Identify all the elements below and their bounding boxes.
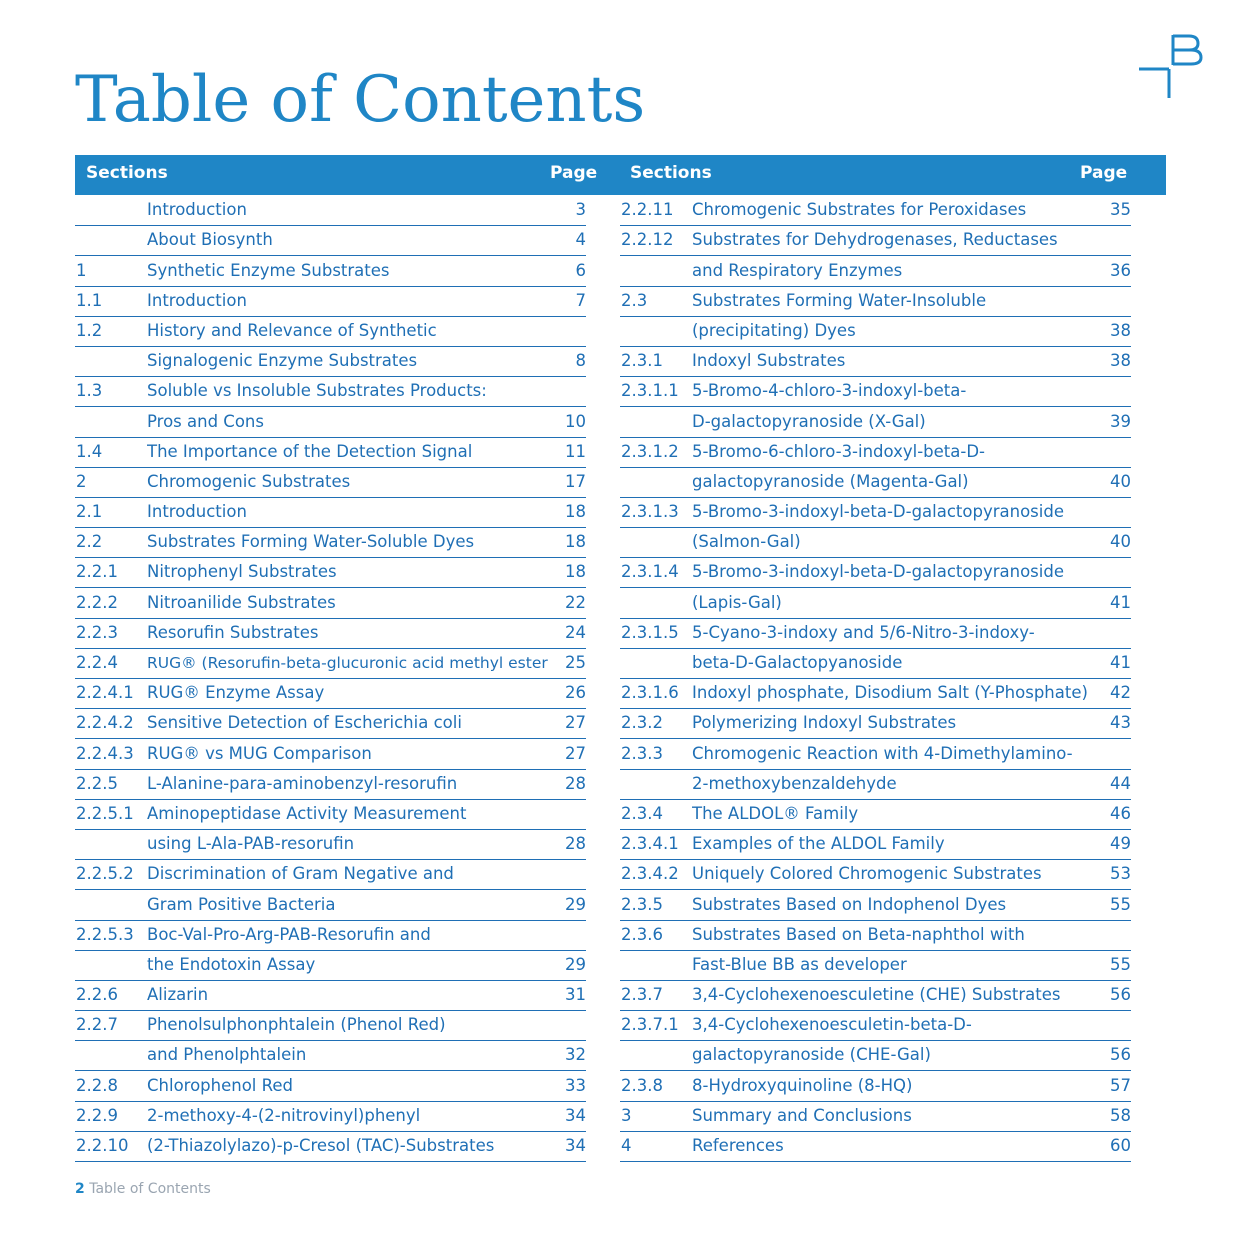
toc-entry-title: Introduction [147, 502, 247, 522]
toc-entry-link[interactable] [75, 708, 586, 739]
toc-entry-title: Introduction [147, 290, 247, 310]
toc-section-number: 2.2.10 [76, 1136, 129, 1155]
toc-entry-link[interactable] [75, 316, 586, 347]
toc-section-number: 2.3.1.1 [621, 381, 679, 401]
toc-row [620, 951, 1131, 981]
toc-entry-link[interactable] [75, 1131, 586, 1162]
toc-row [75, 649, 586, 679]
toc-entry-link[interactable] [75, 557, 586, 588]
toc-section-number: 2.3.1.3 [621, 502, 679, 522]
toc-entry-link[interactable] [620, 890, 1131, 921]
toc-section-number: 2.3.5 [621, 894, 663, 914]
sections-header-left: Sections [86, 163, 168, 183]
toc-page-number: 3 [575, 200, 586, 220]
toc-section-number: 2.3.1.4 [621, 562, 679, 582]
toc-page-number: 28 [565, 834, 586, 854]
toc-page-number: 4 [575, 230, 586, 250]
toc-page-number: 22 [565, 592, 586, 612]
toc-page-number: 18 [565, 562, 586, 582]
toc-entry-link[interactable] [75, 407, 586, 438]
toc-entry-link[interactable] [620, 678, 1131, 709]
toc-entry-title: 8-Hydroxyquinoline (8-HQ) [692, 1075, 913, 1095]
toc-section-number: 1.1 [76, 290, 103, 310]
toc-entry-link[interactable] [620, 256, 1131, 287]
toc-page-number: 57 [1110, 1075, 1131, 1095]
toc-row [620, 226, 1131, 256]
toc-page-number: 31 [565, 985, 586, 1005]
toc-section-number: 2.3.6 [621, 924, 663, 944]
toc-page-number: 26 [565, 683, 586, 703]
toc-row [75, 287, 586, 317]
toc-row [75, 317, 586, 347]
toc-entry-title: Substrates Based on Beta-naphthol with [692, 924, 1025, 944]
toc-entry-title: Nitrophenyl Substrates [147, 562, 337, 582]
toc-entry-link[interactable] [620, 286, 1131, 317]
toc-entry-link[interactable] [620, 225, 1131, 256]
toc-entry-title: and Phenolphtalein [147, 1045, 307, 1065]
toc-entry-link[interactable] [620, 1131, 1131, 1162]
toc-entry-link[interactable] [75, 195, 586, 226]
toc-entry-title: galactopyranoside (CHE-Gal) [692, 1045, 931, 1065]
toc-row [620, 709, 1131, 739]
toc-entry-link[interactable] [75, 739, 586, 770]
toc-entry-title: Nitroanilide Substrates [147, 592, 336, 612]
toc-entry-link[interactable] [75, 618, 586, 649]
toc-row [75, 739, 586, 769]
toc-entry-title: 5-Bromo-3-indoxyl-beta-D-galactopyranoside [692, 562, 1064, 582]
toc-entry-link[interactable] [620, 950, 1131, 981]
toc-entry-link[interactable] [75, 256, 586, 287]
toc-row [620, 1011, 1131, 1041]
toc-entry-link[interactable] [620, 588, 1131, 619]
toc-entry-title: Chromogenic Substrates [147, 471, 351, 491]
toc-row [620, 468, 1131, 498]
toc-entry-title: Resorufin Substrates [147, 622, 319, 642]
toc-section-number: 2.3.4.2 [621, 864, 679, 884]
toc-entry-title: Phenolsulphonphtalein (Phenol Red) [147, 1015, 446, 1035]
toc-entry-link[interactable] [620, 799, 1131, 830]
toc-entry-title: Chlorophenol Red [147, 1075, 293, 1095]
toc-page-number: 8 [575, 351, 586, 371]
toc-entry-link[interactable] [75, 769, 586, 800]
toc-row [75, 890, 586, 920]
toc-entry-title: 2-methoxy-4-(2-nitrovinyl)phenyl [147, 1105, 421, 1125]
toc-row [75, 498, 586, 528]
toc-row [75, 196, 586, 226]
toc-row [75, 981, 586, 1011]
toc-entry-title: 3,4-Cyclohexenoesculetin-beta-D- [692, 1015, 972, 1035]
toc-entry-title: (2-Thiazolylazo)-p-Cresol (TAC)-Substrates [147, 1136, 495, 1155]
toc-section-number: 2.3.1.6 [621, 683, 679, 703]
toc-entry-title: Chromogenic Reaction with 4-Dimethylamino- [692, 743, 1073, 763]
toc-row [620, 558, 1131, 588]
toc-entry-link[interactable] [620, 1071, 1131, 1102]
toc-page-number: 18 [565, 502, 586, 522]
toc-entry-link[interactable] [620, 708, 1131, 739]
toc-section-number: 3 [621, 1105, 632, 1125]
toc-row [75, 407, 586, 437]
toc-entry-title: (Salmon-Gal) [692, 532, 801, 552]
toc-row [75, 1132, 586, 1162]
toc-page-number: 18 [565, 532, 586, 552]
toc-entry-link[interactable] [75, 1010, 586, 1041]
toc-entry-title: Examples of the ALDOL Family [692, 834, 945, 854]
toc-entry-title: Aminopeptidase Activity Measurement [147, 803, 467, 823]
toc-row [75, 468, 586, 498]
toc-page-number: 27 [565, 713, 586, 733]
toc-page-number: 43 [1110, 713, 1131, 733]
toc-section-number: 2.2.5.2 [76, 864, 134, 884]
toc-page-number: 29 [565, 894, 586, 914]
toc-entry-title: Uniquely Colored Chromogenic Substrates [692, 864, 1042, 884]
biosynth-logo-icon [1136, 32, 1206, 102]
toc-entry-title: Soluble vs Insoluble Substrates Products: [147, 381, 487, 401]
toc-section-number: 2 [76, 471, 87, 491]
toc-entry-title: Introduction [147, 200, 247, 220]
toc-entry-title: History and Relevance of Synthetic [147, 320, 437, 340]
toc-page-number: 55 [1110, 894, 1131, 914]
toc-row [75, 921, 586, 951]
toc-entry-title: 5-Bromo-3-indoxyl-beta-D-galactopyranoside [692, 502, 1064, 522]
toc-entry-link[interactable] [75, 859, 586, 890]
toc-entry-title: Substrates for Dehydrogenases, Reductases [692, 230, 1058, 250]
toc-entry-link[interactable] [620, 316, 1131, 347]
toc-page-number: 40 [1110, 471, 1131, 491]
toc-page-number: 17 [565, 471, 586, 491]
toc-entry-title: Chromogenic Substrates for Peroxidases [692, 200, 1027, 220]
toc-section-number: 1.4 [76, 441, 103, 461]
toc-entry-title: RUG® vs MUG Comparison [147, 743, 372, 763]
toc-page-number: 44 [1110, 773, 1131, 793]
toc-page-number: 38 [1110, 351, 1131, 371]
toc-row [620, 1071, 1131, 1101]
toc-section-number: 2.2.4.3 [76, 743, 134, 763]
toc-page-number: 53 [1110, 864, 1131, 884]
toc-row [620, 649, 1131, 679]
toc-page-number: 56 [1110, 1045, 1131, 1065]
toc-entry-link[interactable] [75, 467, 586, 498]
toc-row [620, 770, 1131, 800]
toc-section-number: 2.2.11 [621, 200, 674, 220]
toc-row [75, 1011, 586, 1041]
toc-entry-link[interactable] [75, 678, 586, 709]
toc-entry-title: Pros and Cons [147, 411, 264, 431]
toc-entry-link[interactable] [75, 980, 586, 1011]
toc-page-number: 56 [1110, 985, 1131, 1005]
page-header-left: Page [550, 163, 598, 183]
toc-entry-link[interactable] [620, 829, 1131, 860]
toc-row [620, 1102, 1131, 1132]
toc-entry-title: 5-Cyano-3-indoxy and 5/6-Nitro-3-indoxy- [692, 622, 1035, 642]
toc-entry-link[interactable] [75, 527, 586, 558]
toc-row [75, 679, 586, 709]
toc-row [75, 528, 586, 558]
toc-entry-title: Substrates Forming Water-Insoluble [692, 290, 987, 310]
page-footer [75, 1181, 211, 1197]
toc-entry-title: Summary and Conclusions [692, 1105, 912, 1125]
toc-entry-link[interactable] [75, 437, 586, 468]
toc-page-number: 38 [1110, 320, 1131, 340]
toc-entry-link[interactable] [75, 588, 586, 619]
toc-section-number: 2.1 [76, 502, 103, 522]
page-header-right: Page [1080, 163, 1128, 183]
toc-row [620, 498, 1131, 528]
toc-header-bar [75, 155, 1166, 195]
toc-row [75, 377, 586, 407]
toc-entry-link[interactable] [620, 497, 1131, 528]
toc-entry-title: About Biosynth [147, 230, 273, 250]
toc-section-number: 2.3.1.2 [621, 441, 679, 461]
toc-entry-link[interactable] [620, 769, 1131, 800]
toc-row [75, 709, 586, 739]
toc-entry-title: References [692, 1136, 784, 1155]
toc-entry-link[interactable] [620, 980, 1131, 1011]
toc-section-number: 2.2.9 [76, 1105, 118, 1125]
toc-entry-title: Fast-Blue BB as developer [692, 954, 907, 974]
toc-section-number: 2.3 [621, 290, 648, 310]
toc-page-number: 39 [1110, 411, 1131, 431]
toc-page-number: 46 [1110, 803, 1131, 823]
toc-entry-title: 5-Bromo-6-chloro-3-indoxyl-beta-D- [692, 441, 986, 461]
toc-entry-link[interactable] [75, 920, 586, 951]
toc-entry-title: beta-D-Galactopyanoside [692, 653, 903, 672]
toc-entry-link[interactable] [75, 346, 586, 377]
toc-entry-link[interactable] [75, 497, 586, 528]
toc-row [620, 890, 1131, 920]
toc-section-number: 2.2.6 [76, 985, 118, 1005]
toc-section-number: 2.2.2 [76, 592, 118, 612]
toc-section-number: 2.2.4 [76, 653, 118, 672]
toc-page-number: 34 [565, 1136, 586, 1155]
toc-entry-link[interactable] [75, 890, 586, 921]
toc-page-number: 32 [565, 1045, 586, 1065]
toc-entry-link[interactable] [620, 407, 1131, 438]
toc-section-number: 2.2.7 [76, 1015, 118, 1035]
toc-row [620, 739, 1131, 769]
toc-entry-link[interactable] [620, 1101, 1131, 1132]
toc-section-number: 2.2.4.1 [76, 683, 134, 703]
toc-entry-title: The Importance of the Detection Signal [147, 441, 473, 461]
toc-entry-title: (Lapis-Gal) [692, 592, 782, 612]
toc-page-number: 11 [565, 441, 586, 461]
toc-entry-link[interactable] [75, 648, 586, 679]
toc-entry-title: RUG® Enzyme Assay [147, 683, 325, 703]
toc-entry-link[interactable] [620, 195, 1131, 226]
toc-entry-link[interactable] [75, 1101, 586, 1132]
toc-page-number: 28 [565, 773, 586, 793]
toc-section-number: 2.3.4 [621, 803, 663, 823]
toc-row [75, 770, 586, 800]
toc-entry-title: RUG® (Resorufin-beta-glucuronic acid methyl ester [147, 654, 548, 672]
toc-entry-title: L-Alanine-para-aminobenzyl-resorufin [147, 773, 458, 793]
toc-page-number: 33 [565, 1075, 586, 1095]
toc-entry-link[interactable] [75, 829, 586, 860]
toc-page-number: 35 [1110, 200, 1131, 220]
toc-section-number: 2.3.1 [621, 351, 663, 371]
toc-section-number: 2.3.7 [621, 985, 663, 1005]
toc-section-number: 2.2.5.1 [76, 803, 134, 823]
toc-row [620, 528, 1131, 558]
toc-entry-title: the Endotoxin Assay [147, 954, 316, 974]
toc-row [75, 226, 586, 256]
toc-entry-link[interactable] [75, 376, 586, 407]
toc-entry-title: Boc-Val-Pro-Arg-PAB-Resorufin and [147, 924, 431, 944]
toc-section-number: 2.2.8 [76, 1075, 118, 1095]
toc-row [620, 830, 1131, 860]
toc-row [620, 1132, 1131, 1162]
toc-entry-title: Alizarin [147, 985, 209, 1005]
toc-section-number: 2.3.3 [621, 743, 663, 763]
toc-entry-title: galactopyranoside (Magenta-Gal) [692, 471, 969, 491]
toc-entry-title: D-galactopyranoside (X-Gal) [692, 411, 926, 431]
toc-row [620, 588, 1131, 618]
toc-column-left [75, 196, 586, 1162]
toc-page-number: 34 [565, 1105, 586, 1125]
toc-section-number: 2.3.1.5 [621, 622, 679, 642]
toc-row [620, 981, 1131, 1011]
toc-page-number: 24 [565, 622, 586, 642]
toc-entry-title: Substrates Based on Indophenol Dyes [692, 894, 1007, 914]
toc-row [75, 558, 586, 588]
toc-row [620, 619, 1131, 649]
toc-section-number: 2.2.1 [76, 562, 118, 582]
toc-entry-title: Sensitive Detection of Escherichia coli [147, 713, 462, 733]
toc-section-number: 2.3.8 [621, 1075, 663, 1095]
toc-row [75, 800, 586, 830]
toc-row [620, 287, 1131, 317]
toc-row [620, 377, 1131, 407]
toc-row [620, 1041, 1131, 1071]
toc-entry-title: 2-methoxybenzaldehyde [692, 773, 897, 793]
toc-row [75, 619, 586, 649]
toc-section-number: 4 [621, 1136, 632, 1155]
toc-section-number: 2.2 [76, 532, 103, 552]
toc-page-number: 49 [1110, 834, 1131, 854]
toc-row [620, 800, 1131, 830]
footer-page-number: 2 [75, 1181, 85, 1197]
toc-entry-title: 5-Bromo-4-chloro-3-indoxyl-beta- [692, 381, 967, 401]
toc-row [620, 256, 1131, 286]
toc-entry-link[interactable] [620, 1010, 1131, 1041]
toc-row [75, 860, 586, 890]
toc-entry-title: Signalogenic Enzyme Substrates [147, 351, 418, 371]
toc-page-number: 55 [1110, 954, 1131, 974]
toc-section-number: 2.2.5 [76, 773, 118, 793]
footer-label: Table of Contents [89, 1181, 211, 1197]
toc-entry-title: (precipitating) Dyes [692, 320, 856, 340]
toc-row [620, 317, 1131, 347]
toc-entry-link[interactable] [620, 376, 1131, 407]
toc-page-number: 25 [565, 653, 586, 672]
toc-page-number: 7 [575, 290, 586, 310]
toc-row [75, 1071, 586, 1101]
sections-header-right: Sections [630, 163, 712, 183]
toc-entry-link[interactable] [75, 799, 586, 830]
toc-row [75, 951, 586, 981]
toc-row [75, 830, 586, 860]
toc-entry-link[interactable] [620, 346, 1131, 377]
toc-row [620, 860, 1131, 890]
toc-entry-link[interactable] [75, 950, 586, 981]
toc-page-number: 40 [1110, 532, 1131, 552]
toc-entry-title: 3,4-Cyclohexenoesculetine (CHE) Substrates [692, 985, 1061, 1005]
toc-column-right [620, 196, 1131, 1162]
page-title: Table of Contents [75, 63, 646, 137]
toc-entry-title: Indoxyl phosphate, Disodium Salt (Y-Phosphate) [692, 683, 1088, 703]
toc-entry-title: The ALDOL® Family [692, 803, 859, 823]
toc-page-number: 41 [1110, 653, 1131, 672]
toc-row [75, 588, 586, 618]
toc-entry-link[interactable] [620, 437, 1131, 468]
toc-section-number: 2.2.3 [76, 622, 118, 642]
toc-entry-link[interactable] [75, 1040, 586, 1071]
toc-page-number: 29 [565, 954, 586, 974]
toc-entry-title: Gram Positive Bacteria [147, 894, 336, 914]
toc-entry-title: Discrimination of Gram Negative and [147, 864, 454, 884]
toc-entry-title: Synthetic Enzyme Substrates [147, 260, 390, 280]
toc-entry-link[interactable] [620, 618, 1131, 649]
toc-entry-title: Polymerizing Indoxyl Substrates [692, 713, 957, 733]
toc-entry-title: and Respiratory Enzymes [692, 260, 903, 280]
toc-page-number: 36 [1110, 260, 1131, 280]
toc-entry-title: Substrates Forming Water-Soluble Dyes [147, 532, 475, 552]
toc-row [75, 256, 586, 286]
toc-section-number: 2.2.12 [621, 230, 674, 250]
toc-row [75, 1041, 586, 1071]
toc-entry-link[interactable] [75, 286, 586, 317]
toc-page-number: 10 [565, 411, 586, 431]
toc-section-number: 2.3.7.1 [621, 1015, 679, 1035]
toc-row [620, 196, 1131, 226]
toc-page-number: 58 [1110, 1105, 1131, 1125]
toc-entry-link[interactable] [620, 648, 1131, 679]
toc-row [75, 438, 586, 468]
toc-page-number: 41 [1110, 592, 1131, 612]
toc-row [620, 347, 1131, 377]
toc-section-number: 1.2 [76, 320, 103, 340]
toc-entry-link[interactable] [620, 467, 1131, 498]
toc-page-number: 42 [1110, 683, 1131, 703]
toc-page-number: 60 [1110, 1136, 1131, 1155]
toc-row [620, 679, 1131, 709]
toc-row [620, 407, 1131, 437]
toc-section-number: 2.2.4.2 [76, 713, 134, 733]
toc-entry-link[interactable] [75, 1071, 586, 1102]
toc-entry-link[interactable] [620, 739, 1131, 770]
toc-section-number: 2.2.5.3 [76, 924, 134, 944]
toc-entry-link[interactable] [75, 225, 586, 256]
toc-entry-link[interactable] [620, 527, 1131, 558]
toc-entry-title: using L-Ala-PAB-resorufin [147, 834, 355, 854]
toc-page-number: 27 [565, 743, 586, 763]
toc-row [620, 438, 1131, 468]
toc-entry-link[interactable] [620, 1040, 1131, 1071]
toc-row [620, 921, 1131, 951]
toc-section-number: 2.3.2 [621, 713, 663, 733]
toc-row [75, 347, 586, 377]
toc-page-number: 6 [575, 260, 586, 280]
toc-entry-link[interactable] [620, 920, 1131, 951]
toc-row [75, 1102, 586, 1132]
toc-section-number: 1.3 [76, 381, 103, 401]
toc-entry-link[interactable] [620, 859, 1131, 890]
toc-section-number: 1 [76, 260, 87, 280]
toc-entry-link[interactable] [620, 557, 1131, 588]
toc-entry-title: Indoxyl Substrates [692, 351, 846, 371]
toc-section-number: 2.3.4.1 [621, 834, 679, 854]
